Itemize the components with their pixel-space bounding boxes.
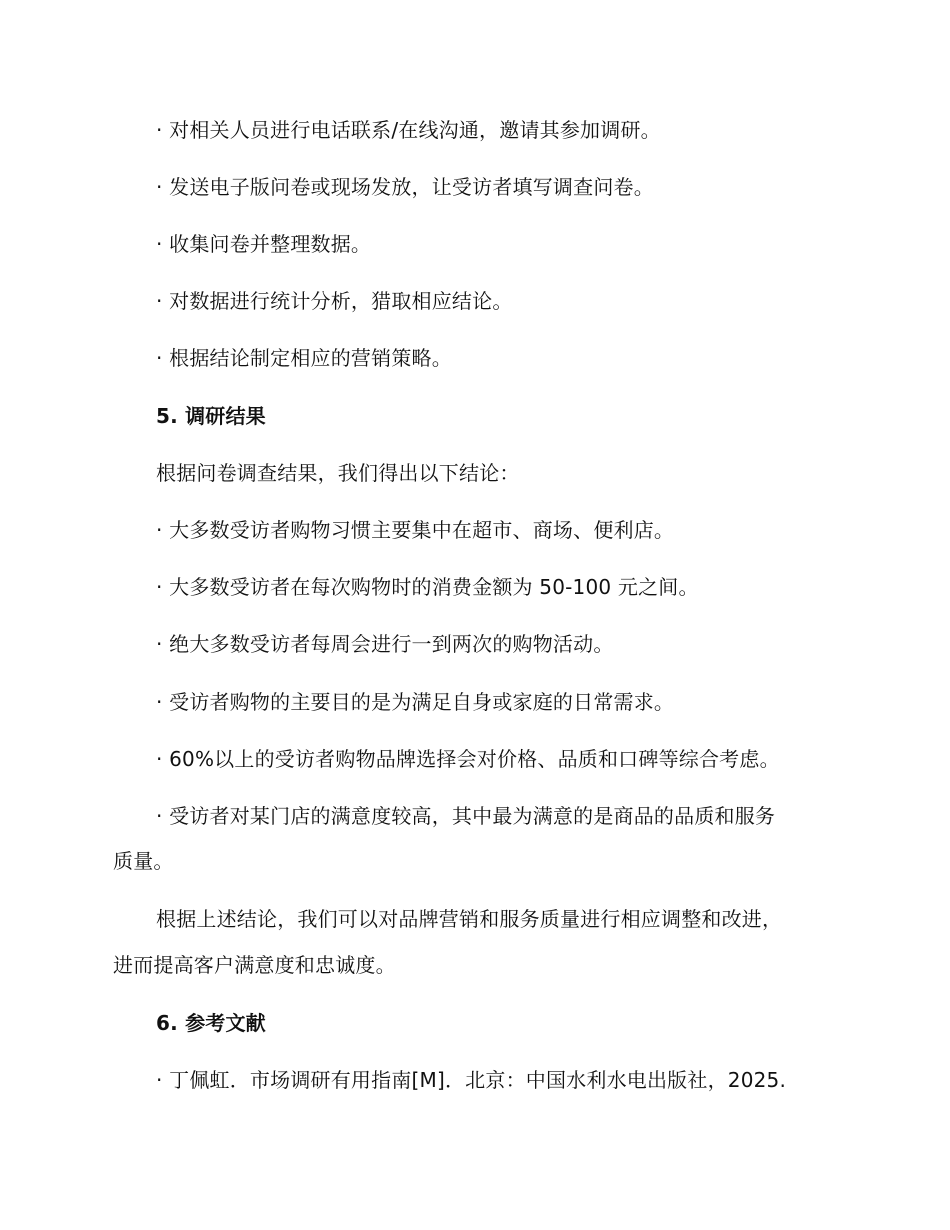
procedure-step: · 对相关人员进行电话联系/在线沟通，邀请其参加调研。	[156, 118, 661, 142]
conclusion-paragraph: 根据上述结论，我们可以对品牌营销和服务质量进行相应调整和改进，	[156, 907, 783, 931]
finding-item: · 大多数受访者在每次购物时的消费金额为 50-100 元之间。	[156, 575, 699, 599]
conclusion-paragraph-continuation: 进而提高客户满意度和忠诚度。	[113, 953, 396, 977]
procedure-step: · 根据结论制定相应的营销策略。	[156, 346, 452, 370]
finding-item-continuation: 质量。	[113, 849, 174, 873]
reference-item: · 丁佩虹．市场调研有用指南[M]．北京：中国水利水电出版社，2025.	[156, 1068, 787, 1092]
finding-item: · 60%以上的受访者购物品牌选择会对价格、品质和口碑等综合考虑。	[156, 747, 780, 771]
results-intro: 根据问卷调查结果，我们得出以下结论：	[156, 461, 520, 485]
section-heading-references: 6. 参考文献	[156, 1011, 266, 1035]
section-heading-results: 5. 调研结果	[156, 404, 266, 428]
procedure-step: · 发送电子版问卷或现场发放，让受访者填写调查问卷。	[156, 175, 654, 199]
procedure-step: · 对数据进行统计分析，猎取相应结论。	[156, 289, 513, 313]
finding-item: · 大多数受访者购物习惯主要集中在超市、商场、便利店。	[156, 518, 675, 542]
procedure-step: · 收集问卷并整理数据。	[156, 232, 372, 256]
finding-item: · 受访者购物的主要目的是为满足自身或家庭的日常需求。	[156, 690, 675, 714]
finding-item: · 受访者对某门店的满意度较高，其中最为满意的是商品的品质和服务	[156, 804, 776, 828]
finding-item: · 绝大多数受访者每周会进行一到两次的购物活动。	[156, 632, 614, 656]
